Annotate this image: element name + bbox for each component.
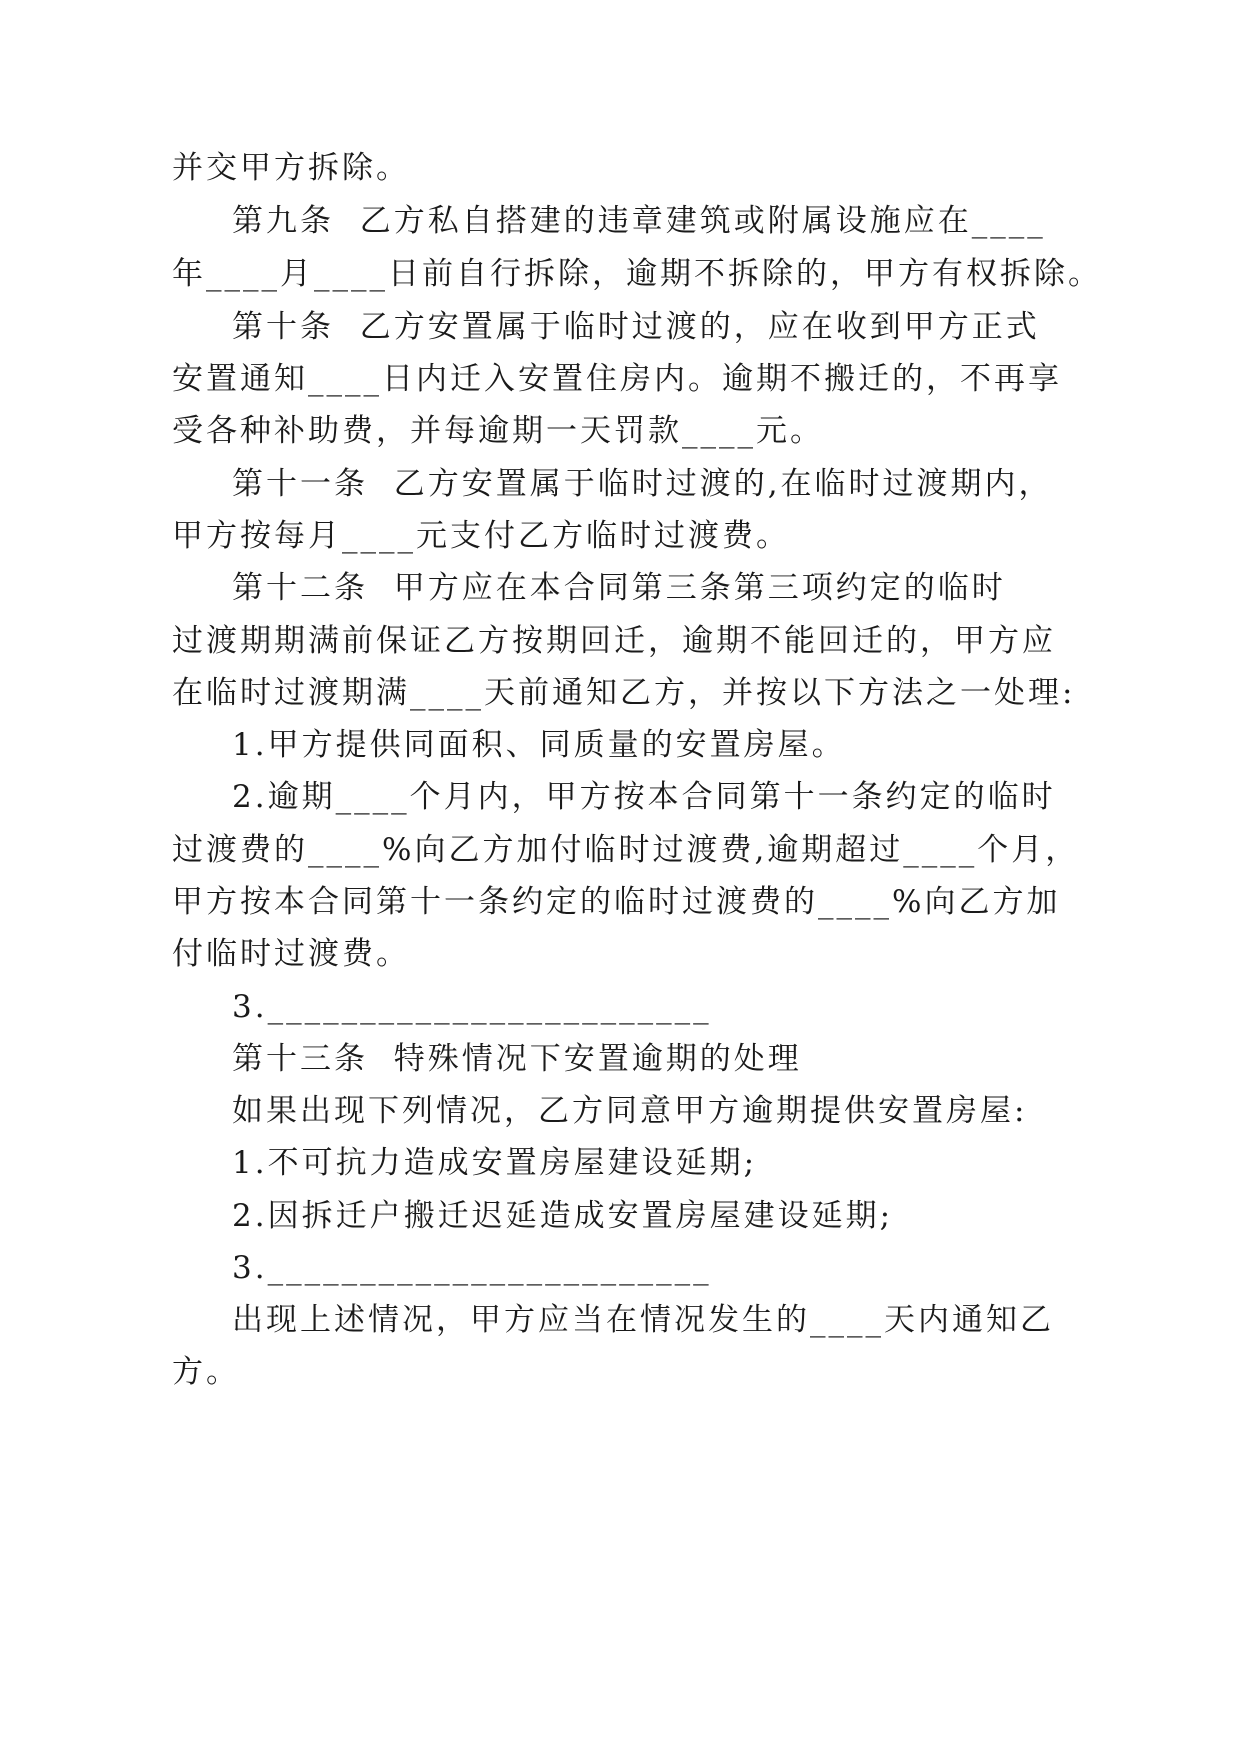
paragraph-line: 过渡费的____%向乙方加付临时过渡费,逾期超过____个月， [172,832,1080,868]
paragraph-line: 安置通知____日内迁入安置住房内。逾期不搬迁的，不再享 [172,361,1062,397]
article-9-line: 第九条 乙方私自搭建的违章建筑或附属设施应在____ [232,203,1046,239]
paragraph-line: 甲方按本合同第十一条约定的临时过渡费的____%向乙方加 [172,884,1061,920]
list-item: 2.逾期____个月内，甲方按本合同第十一条约定的临时 [232,779,1056,815]
paragraph-line: 并交甲方拆除。 [172,150,410,186]
list-item-blank: 3.________________________ [232,1250,712,1286]
list-item: 2.因拆迁户搬迁迟延造成安置房屋建设延期; [232,1198,894,1234]
paragraph-line: 付临时过渡费。 [172,936,410,972]
paragraph-line: 出现上述情况，甲方应当在情况发生的____天内通知乙 [232,1302,1054,1338]
article-11-line: 第十一条 乙方安置属于临时过渡的,在临时过渡期内， [232,466,1053,502]
article-13-heading: 第十三条 特殊情况下安置逾期的处理 [232,1041,802,1077]
list-item: 1.甲方提供同面积、同质量的安置房屋。 [232,727,846,763]
paragraph-line: 在临时过渡期满____天前通知乙方，并按以下方法之一处理: [172,675,1076,711]
article-12-line: 第十二条 甲方应在本合同第三条第三项约定的临时 [232,570,1006,606]
paragraph-line: 甲方按每月____元支付乙方临时过渡费。 [172,518,790,554]
paragraph-line: 方。 [172,1354,240,1390]
paragraph-line: 年____月____日前自行拆除，逾期不拆除的，甲方有权拆除。 [172,256,1102,292]
list-item-blank: 3.________________________ [232,989,712,1025]
paragraph-line: 过渡期期满前保证乙方按期回迁，逾期不能回迁的，甲方应 [172,623,1056,659]
article-10-line: 第十条 乙方安置属于临时过渡的，应在收到甲方正式 [232,309,1040,345]
list-item: 1.不可抗力造成安置房屋建设延期; [232,1145,758,1181]
paragraph-line: 如果出现下列情况，乙方同意甲方逾期提供安置房屋: [232,1093,1028,1129]
paragraph-line: 受各种补助费，并每逾期一天罚款____元。 [172,413,824,449]
